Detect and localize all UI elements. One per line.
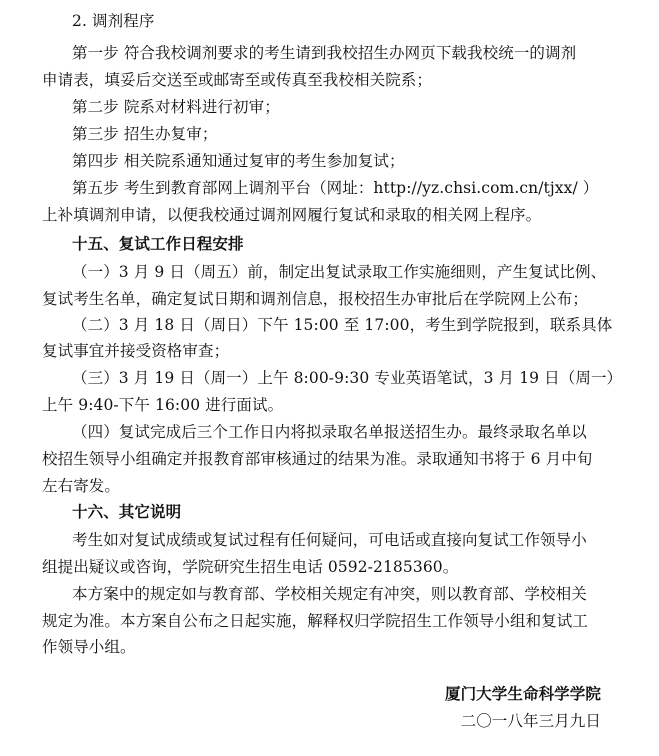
paragraph-step-4: 第四步 相关院系通知通过复审的考生参加复试；: [72, 152, 405, 170]
paragraph-interpretation-line-2: 规定为准。本方案自公布之日起实施，解释权归学院招生工作领导小组和复试工: [42, 612, 589, 630]
paragraph-contact-line-2: 组提出疑议或咨询，学院研究生招生电话 0592-2185360。: [42, 558, 459, 576]
paragraph-schedule-2-line-1: （二）3 月 18 日（周日）下午 15:00 至 17:00，考生到学院报到，联系具体: [72, 316, 613, 334]
paragraph-schedule-2-line-2: 复试事宜并接受资格审查；: [42, 342, 230, 360]
subsection-heading-adjustment-procedure: 2. 调剂程序: [72, 12, 155, 30]
paragraph-schedule-4-line-2: 校招生领导小组确定并报教育部审核通过的结果为准。录取通知书将于 6 月中旬: [42, 450, 593, 468]
paragraph-schedule-4-line-1: （四）复试完成后三个工作日内将拟录取名单报送招生办。最终录取名单以: [72, 423, 587, 441]
signature-date: 二〇一八年三月九日: [460, 712, 601, 730]
paragraph-interpretation-line-1: 本方案中的规定如与教育部、学校相关规定有冲突，则以教育部、学校相关: [72, 585, 587, 603]
paragraph-step-3: 第三步 招生办复审；: [72, 125, 218, 143]
paragraph-schedule-4-line-3: 左右寄发。: [42, 477, 121, 495]
signature-organization: 厦门大学生命科学学院: [444, 685, 601, 703]
paragraph-contact-line-1: 考生如对复试成绩或复试过程有任何疑问，可电话或直接向复试工作领导小: [72, 531, 587, 549]
section-heading-16: 十六、其它说明: [72, 503, 182, 521]
paragraph-step-5-line-1: 第五步 考生到教育部网上调剂平台（网址：http://yz.chsi.com.cn/tjxx/ ）: [72, 179, 599, 197]
paragraph-schedule-3-line-1: （三）3 月 19 日（周一）上午 8:00-9:30 专业英语笔试，3 月 19 日（周一）: [72, 369, 623, 387]
paragraph-schedule-1-line-1: （一）3 月 9 日（周五）前，制定出复试录取工作实施细则，产生复试比例、: [72, 263, 607, 281]
paragraph-step-1-line-2: 申请表，填妥后交送至或邮寄至或传真至我校相关院系；: [42, 71, 433, 89]
paragraph-interpretation-line-3: 作领导小组。: [42, 638, 136, 656]
paragraph-step-5-line-2: 上补填调剂申请，以便我校通过调剂网履行复试和录取的相关网上程序。: [42, 206, 542, 224]
paragraph-schedule-1-line-2: 复试考生名单，确定复试日期和调剂信息，报校招生办审批后在学院网上公布；: [42, 290, 589, 308]
paragraph-schedule-3-line-2: 上午 9:40-下午 16:00 进行面试。: [42, 396, 284, 414]
section-heading-15: 十五、复试工作日程安排: [72, 235, 244, 253]
paragraph-step-2: 第二步 院系对材料进行初审；: [72, 98, 280, 116]
paragraph-step-1-line-1: 第一步 符合我校调剂要求的考生请到我校招生办网页下载我校统一的调剂: [72, 44, 577, 62]
